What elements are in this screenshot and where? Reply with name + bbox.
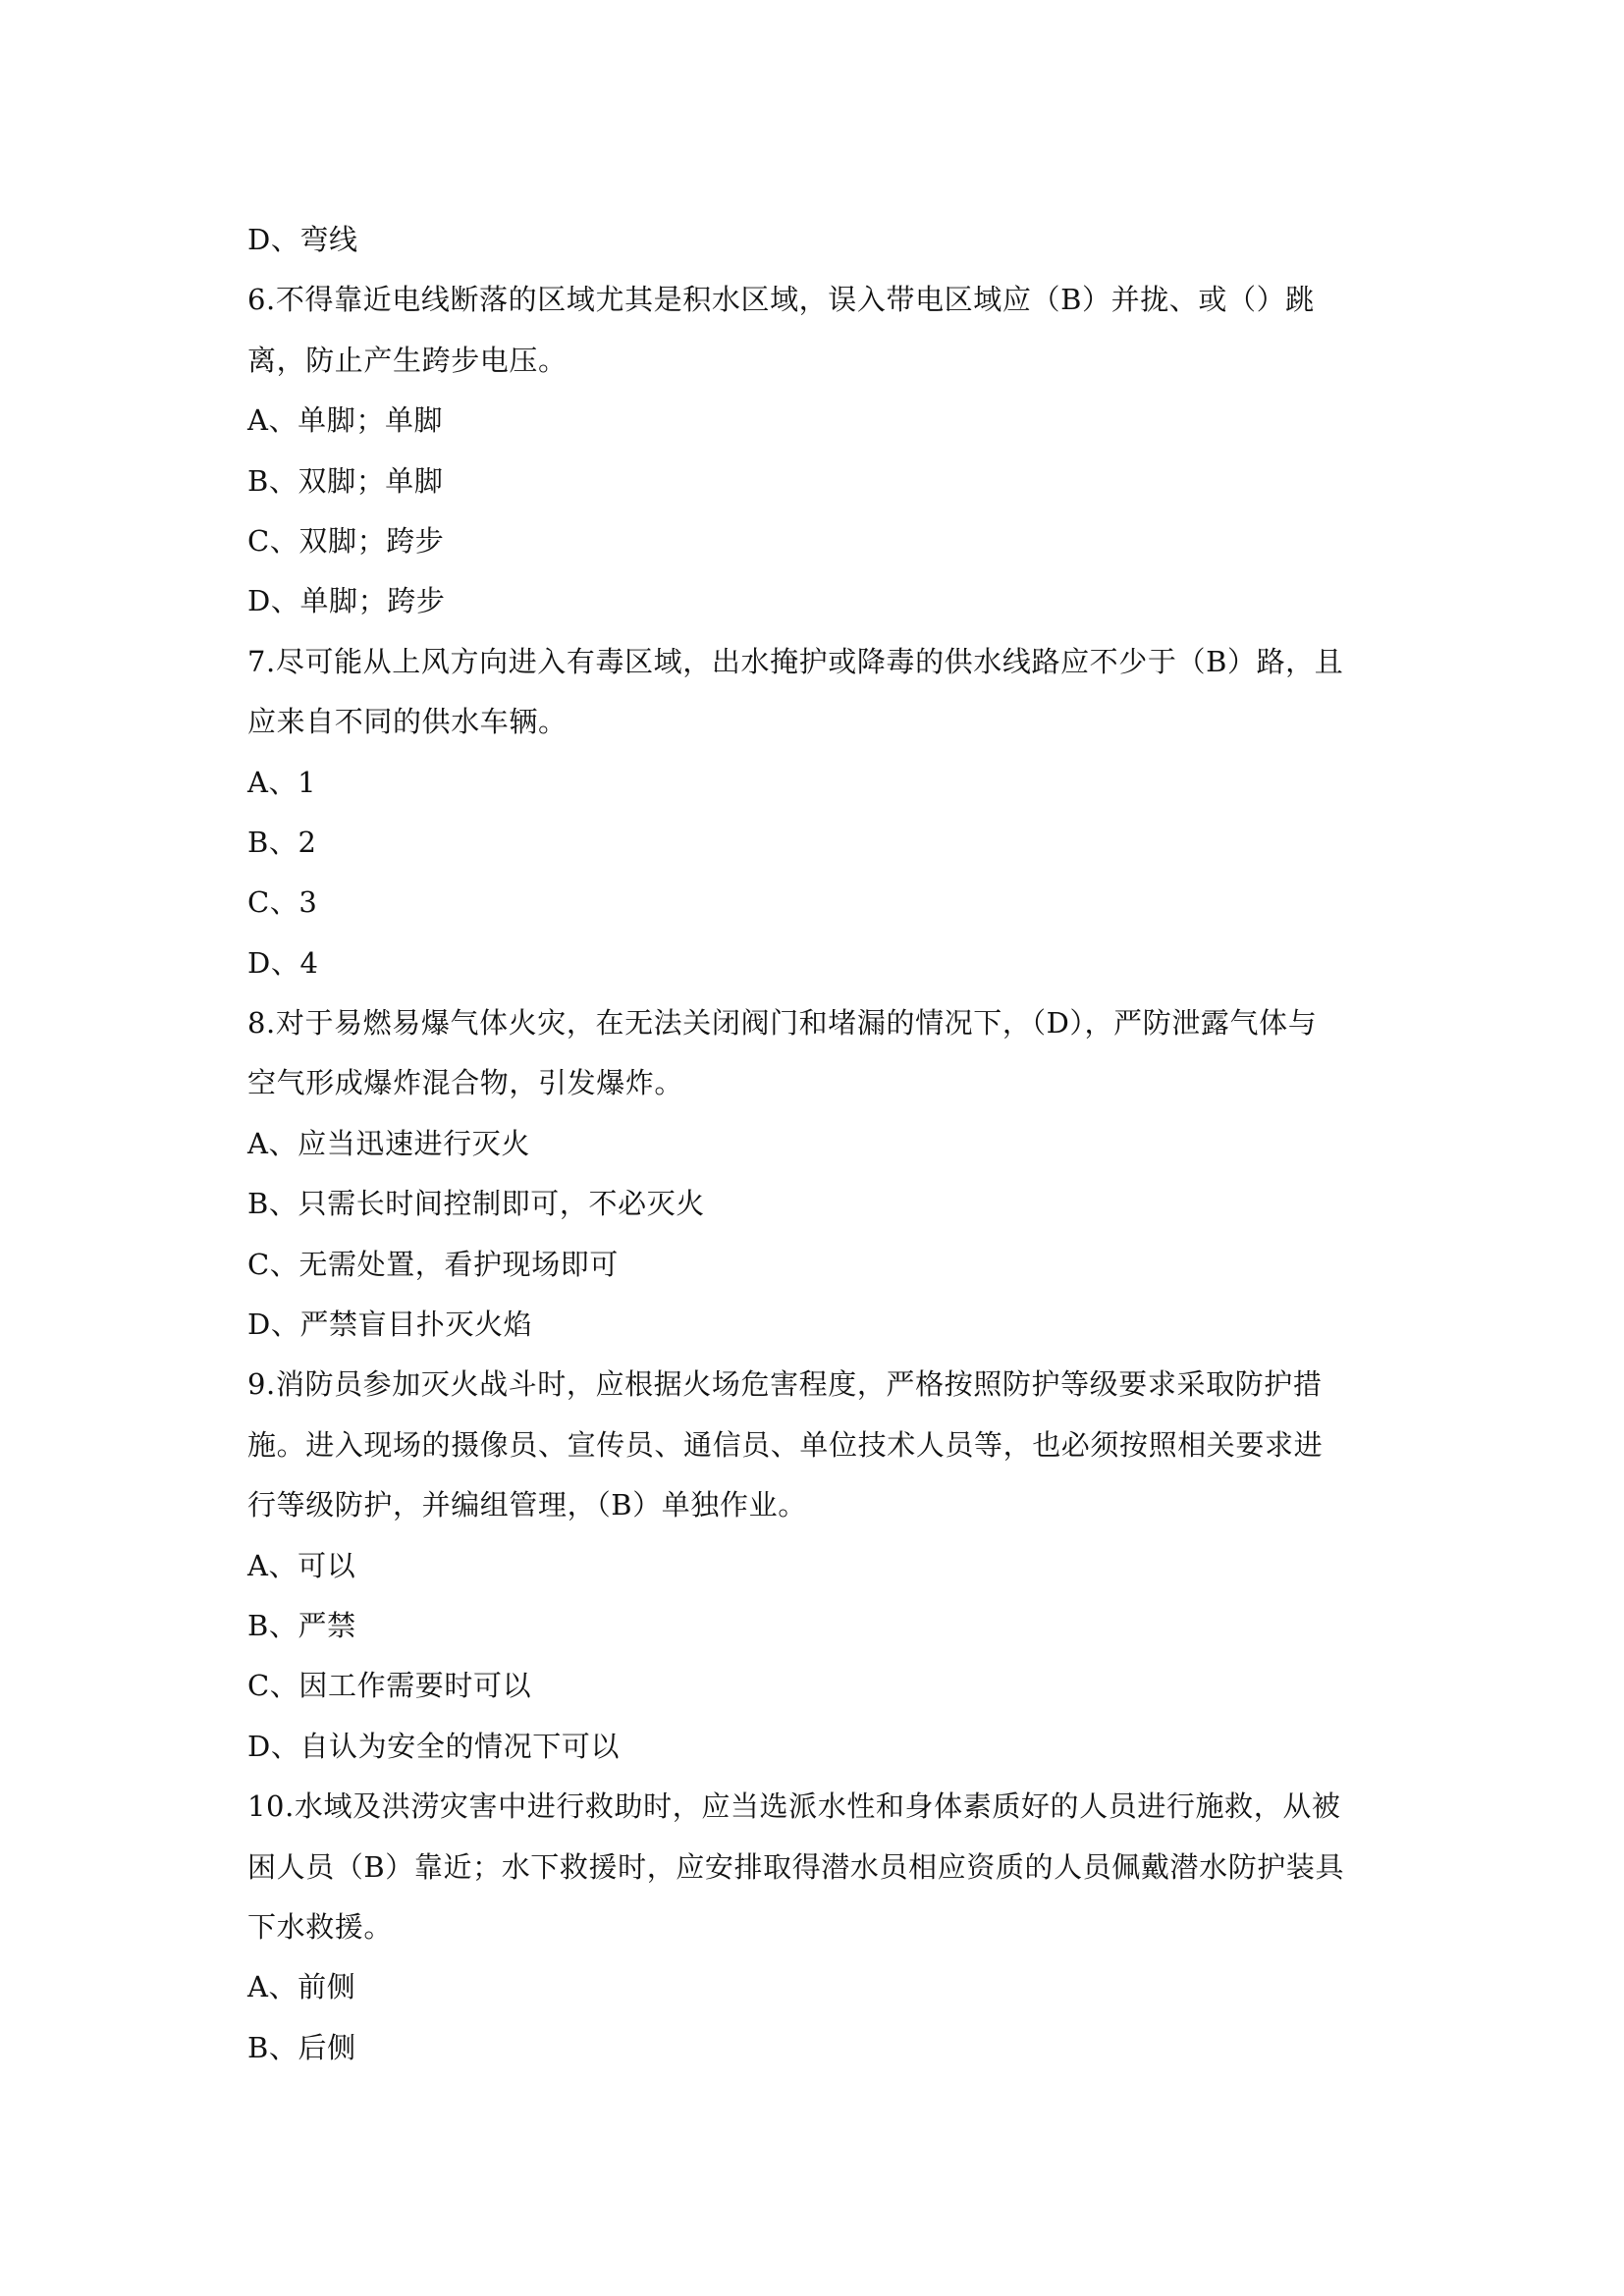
option-q7-b: B、2 [247,825,317,859]
question-9-line-3: 行等级防护，并编组管理，（B）单独作业。 [247,1488,807,1522]
option-q6-b: B、双脚；单脚 [247,463,444,498]
question-7-line-2: 应来自不同的供水车辆。 [247,705,568,739]
option-q8-a: A、应当迅速进行灭火 [247,1126,530,1160]
option-q10-a: A、前侧 [247,1970,356,2004]
question-6-line-1: 6.不得靠近电线断落的区域尤其是积水区域，误入带电区域应（B）并拢、或（）跳 [247,283,1315,317]
option-q7-d: D、4 [247,945,319,980]
option-q6-a: A、单脚；单脚 [247,403,444,438]
question-10-line-1: 10.水域及洪涝灾害中进行救助时，应当选派水性和身体素质好的人员进行施救，从被 [247,1789,1341,1824]
question-9-line-1: 9.消防员参加灭火战斗时，应根据火场危害程度，严格按照防护等级要求采取防护措 [247,1367,1323,1402]
question-10-line-3: 下水救援。 [247,1909,394,1944]
question-9-line-2: 施。进入现场的摄像员、宣传员、通信员、单位技术人员等，也必须按照相关要求进 [247,1427,1324,1462]
option-q10-b: B、后侧 [247,2030,356,2064]
question-8-line-2: 空气形成爆炸混合物，引发爆炸。 [247,1066,684,1100]
option-q8-c: C、无需处置，看护现场即可 [247,1247,619,1281]
option-q8-b: B、只需长时间控制即可，不必灭火 [247,1187,705,1221]
option-q6-c: C、双脚；跨步 [247,523,445,558]
option-q6-d: D、单脚；跨步 [247,584,446,618]
option-q9-a: A、可以 [247,1548,356,1582]
question-7-line-1: 7.尽可能从上风方向进入有毒区域，出水掩护或降毒的供水线路应不少于（B）路，且 [247,644,1344,678]
question-6-line-2: 离，防止产生跨步电压。 [247,343,568,377]
option-q7-c: C、3 [247,885,318,920]
option-q9-c: C、因工作需要时可以 [247,1669,532,1703]
option-q8-d: D、严禁盲目扑灭火焰 [247,1308,533,1342]
option-q9-b: B、严禁 [247,1608,356,1642]
question-8-line-1: 8.对于易燃易爆气体火灾，在无法关闭阀门和堵漏的情况下，（D），严防泄露气体与 [247,1006,1318,1041]
document-body [247,210,1386,2078]
option-q9-d: D、自认为安全的情况下可以 [247,1729,621,1763]
option-q5-d: D、弯线 [247,223,358,256]
option-q7-a: A、1 [247,765,317,799]
question-10-line-2: 困人员（B）靠近；水下救援时，应安排取得潜水员相应资质的人员佩戴潜水防护装具 [247,1849,1345,1884]
